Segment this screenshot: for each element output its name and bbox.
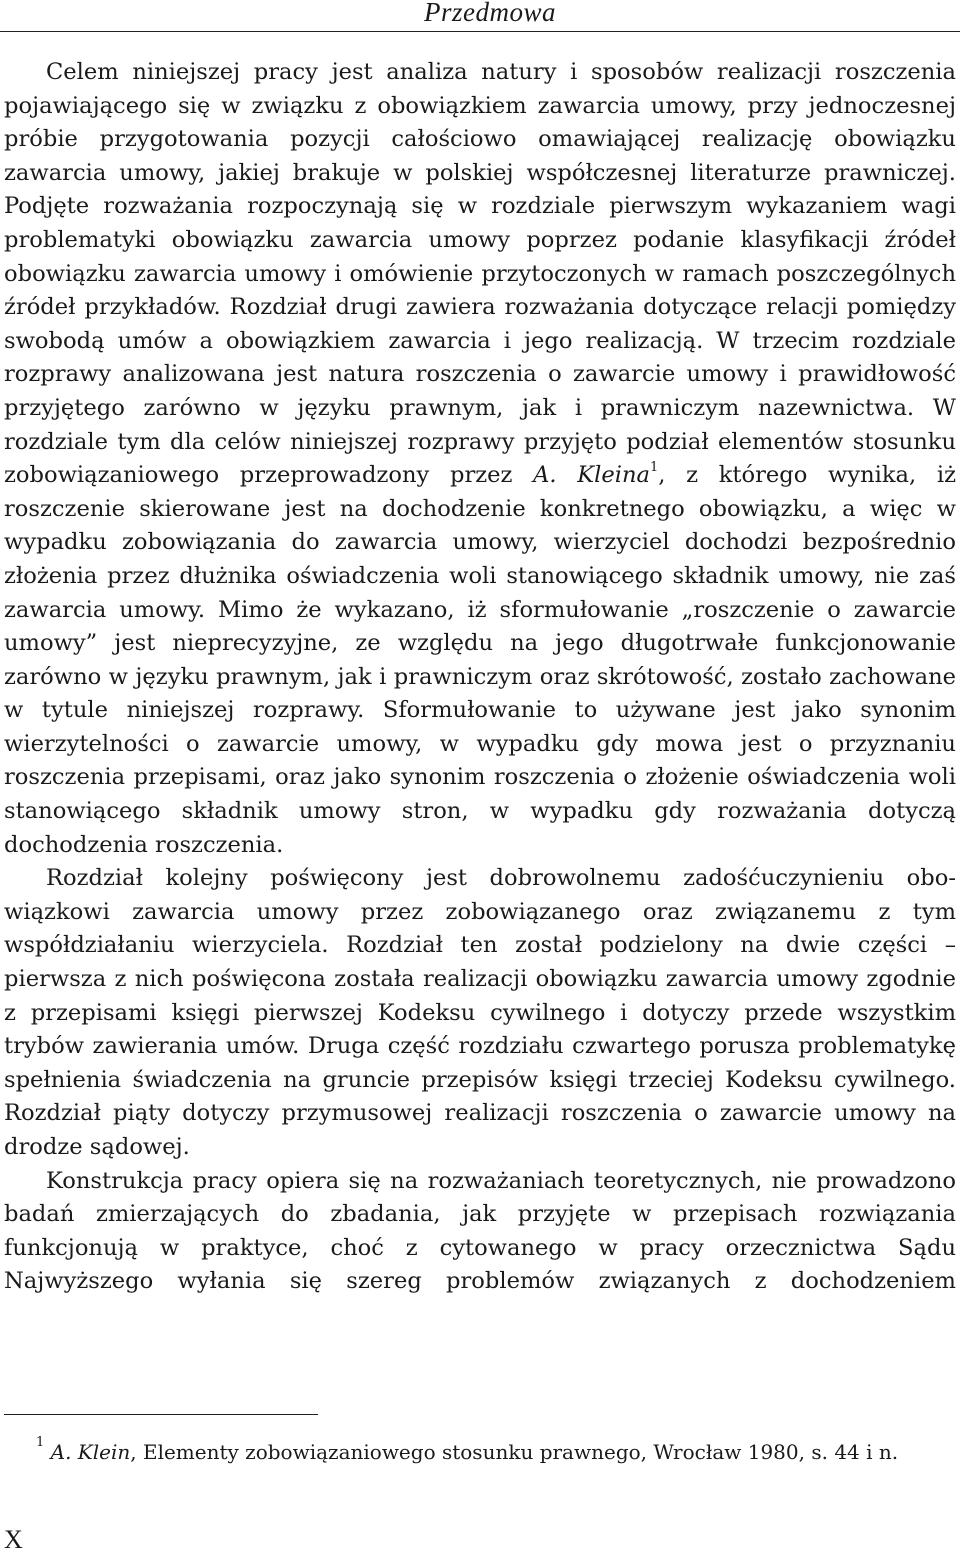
- paragraph-2: Rozdział kolejny poświęcony jest dobrowolnemu zadośćuczynieniu obowiązkowi zawarcia umowy przez zobowiązanego oraz związanemu z tym współdziałaniu wierzyciela. Rozdział ten został podzielony na dwie części – pierwsza z nich poświęcona została realizacji obowiązku zawarcia umowy zgodnie z przepisami księgi pierwszej Kodeksu cywilnego i dotyczy przede wszystkim trybów zawierania umów. Druga część rozdziału czwartego porusza problematykę spełnienia świadczenia na gruncie przepisów księgi trzeciej Kodeksu cywilnego. Rozdział piąty dotyczy przymusowej realizacji roszczenia o zawarcie umowy na drodze sądowej.: [4, 865, 956, 1160]
- footnote-author: A. Klein: [50, 1440, 131, 1464]
- paragraph-3: Konstrukcja pracy opiera się na rozważaniach teoretycznych, nie prowadzono badań zmierzających do zbadania, jak przyjęte w przepisach rozwiązania funkcjonują w praktyce, choć z cytowanego w pracy orzecznictwa Sądu Najwyższego wyłania się szereg problemów związanych z dochodzeniem: [4, 1167, 956, 1295]
- main-text: [4, 56, 956, 1299]
- running-header: [0, 0, 960, 32]
- footnote: [4, 1436, 956, 1468]
- footnote-text: , Elementy zobowiązaniowego stosunku prawnego, Wrocław 1980, s. 44 i n.: [130, 1440, 899, 1464]
- section-title: Przedmowa: [424, 0, 556, 27]
- footnote-number: 1: [36, 1435, 45, 1451]
- paragraph-1-part-a: Celem niniejszej pracy jest analiza natury i sposobów realizacji roszczenia pojawiającego się w związku z obowiązkiem zawarcia umowy, przy jednoczesnej próbie przygotowania pozycji całościowo omawiającej realizację obowiązku zawarcia umowy, jakiej brakuje w polskiej współczesnej literaturze prawniczej. Podjęte rozważania rozpoczynają się w rozdziale pierwszym wykazaniem wagi problematyki obowiązku zawarcia umowy poprzez podanie klasyfikacji źródeł obowiązku zawarcia umowy i omówienie przytoczonych w ramach poszczególnych źródeł przykładów. Rozdział drugi zawiera rozważania dotyczące relacji pomiędzy swobodą umów a obowiązkiem zawarcia i jego realizacją. W trzecim rozdziale rozprawy analizowana jest natura roszczenia o zawarcie umowy i prawidłowość przyjętego zarówno w języku prawnym, jak i prawniczym nazewnictwa. W rozdziale tym dla celów niniejszej rozprawy przyjęto podział elementów stosunku zobowiązaniowego przeprowadzony przez: [4, 59, 956, 489]
- footnote-rule: [4, 1414, 318, 1415]
- header-rule: [0, 31, 960, 32]
- footnote-reference[interactable]: 1: [650, 459, 659, 475]
- cited-author: A. Kleina: [533, 462, 650, 489]
- paragraph-1-part-b: , z którego wynika, iż roszczenie skierowane jest na dochodzenie konkretnego obowiązku, a więc w wypadku zobowiązania do zawarcia umowy, wierzyciel dochodzi bezpośrednio złożenia przez dłużnika oświadczenia woli stanowiącego składnik umowy, nie zaś zawarcia umowy. Mimo że wykazano, iż sformułowanie „roszczenie o zawarcie umowy” jest nieprecyzyjne, ze względu na jego długotrwałe funkcjonowanie zarówno w języku prawnym, jak i prawniczym oraz skrótowość, zostało zachowane w tytule niniejszej rozprawy. Sformułowanie to używane jest jako synonim wierzytelności o zawarcie umowy, w wypadku gdy mowa jest o przyznaniu roszczenia przepisami, oraz jako synonim roszczenia o złożenie oświadczenia woli stanowiącego składnik umowy stron, w wypadku gdy rozważania dotyczą dochodzenia roszczenia.: [4, 462, 957, 858]
- paragraph-1: [4, 56, 956, 862]
- page-number: X: [4, 1525, 23, 1554]
